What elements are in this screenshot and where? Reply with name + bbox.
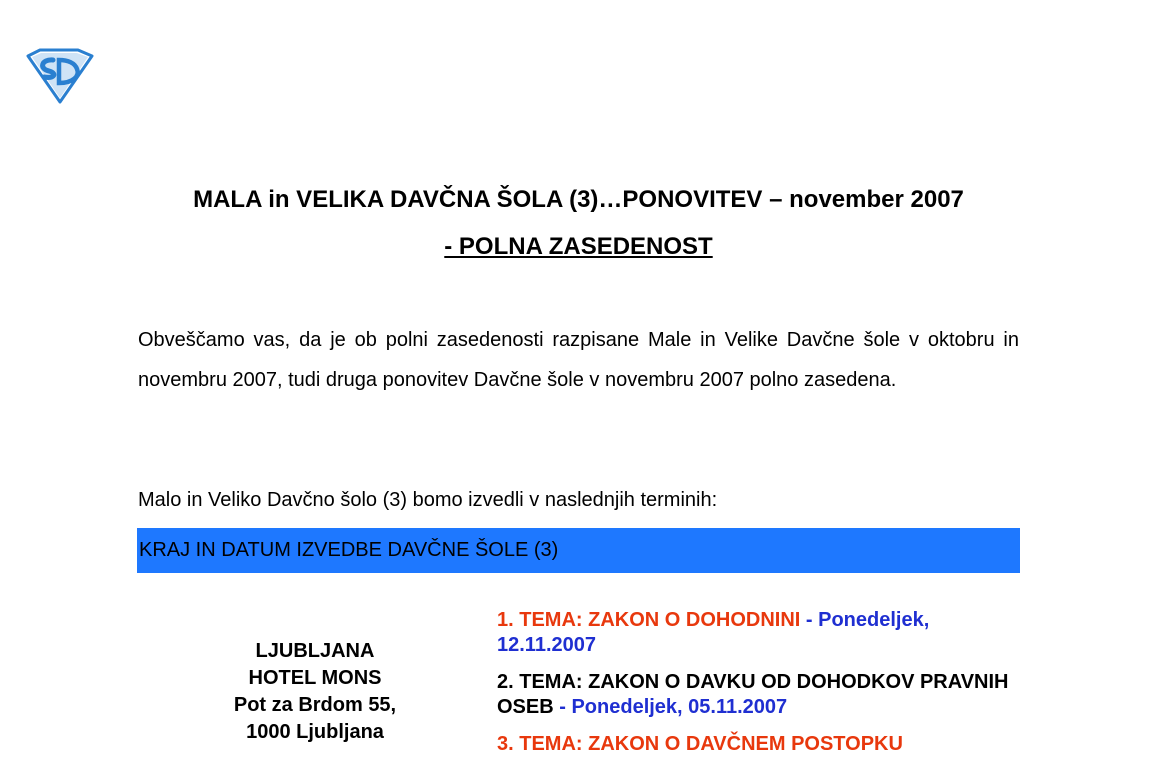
topic-title: 3. TEMA: ZAKON O DAVČNEM POSTOPKU (497, 733, 903, 755)
document-title: MALA in VELIKA DAVČNA ŠOLA (3)…PONOVITEV – november 2007 (193, 186, 964, 213)
section-header-label: KRAJ IN DATUM IZVEDBE DAVČNE ŠOLE (3) (139, 539, 559, 561)
topic-date: - Ponedeljek, 12.11.2007 (497, 609, 930, 656)
topics-list (497, 608, 1017, 769)
location-city: LJUBLJANA (255, 640, 375, 662)
topic-item (497, 732, 1017, 757)
intro-paragraph: Obveščamo vas, da je ob polni zasedenosti razpisane Male in Velike Davčne šole v oktobru in novembru 2007, tudi druga ponovitev Davčne šole v novembru 2007 polno zasedena. (138, 329, 1019, 391)
location-street: Pot za Brdom 55, (233, 694, 397, 716)
sd-shield-logo-icon (22, 48, 96, 104)
section-header-bar (137, 528, 1020, 573)
topic-title: 2. TEMA: ZAKON O DAVKU OD DOHODKOV PRAVNIH OSEB (497, 671, 1009, 718)
topic-item (497, 608, 1017, 658)
location-block (190, 638, 440, 746)
location-postcode: 1000 Ljubljana (246, 721, 384, 743)
location-venue: HOTEL MONS (248, 667, 382, 689)
schedule-intro: Malo in Veliko Davčno šolo (3) bomo izvedli v naslednjih terminih: (138, 489, 718, 511)
document-subtitle: - POLNA ZASEDENOST (444, 233, 713, 260)
topic-title: 1. TEMA: ZAKON O DOHODNINI (497, 609, 801, 631)
topic-item (497, 670, 1017, 720)
topic-date: - Ponedeljek, 05.11.2007 (553, 696, 788, 718)
